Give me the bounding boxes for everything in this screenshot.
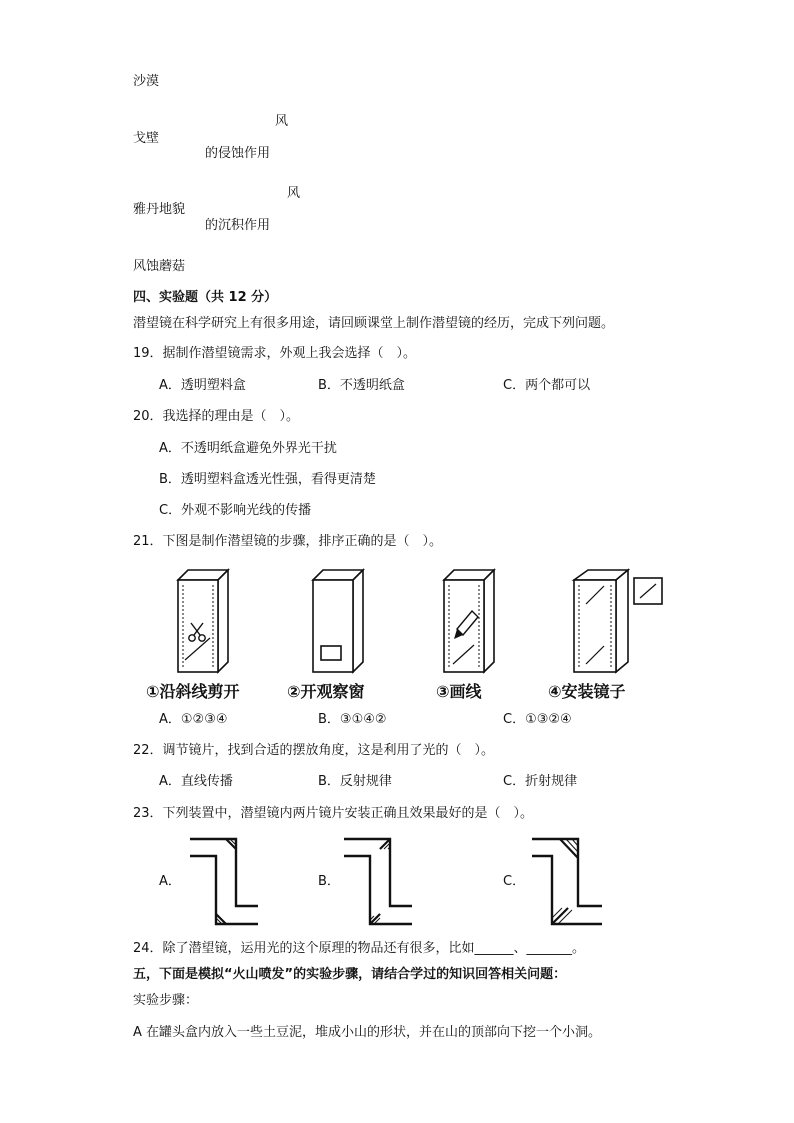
question-stem: 19．据制作潜望镜需求，外观上我会选择（ ）。 (133, 346, 417, 361)
periscope-step1-figure (170, 568, 230, 674)
section-heading: 四、实验题（共 12 分） (133, 290, 278, 305)
option-c[interactable]: C． (503, 874, 526, 889)
periscope-step4-figure (568, 568, 668, 674)
matching-right-top: 风 (275, 114, 289, 129)
step-a-text: A 在罐头盒内放入一些土豆泥，堆成小山的形状，并在山的顶部向下挖一个小洞。 (133, 1025, 602, 1040)
option-b[interactable]: B．反射规律 (318, 774, 392, 789)
section-heading: 五，下面是模拟“火山喷发”的实验步骤，请结合学过的知识回答相关问题： (133, 967, 567, 982)
question-stem: 21．下图是制作潜望镜的步骤，排序正确的是（ ）。 (133, 534, 443, 549)
periscope-step2-figure (305, 568, 365, 674)
question-stem: 20．我选择的理由是（ ）。 (133, 409, 300, 424)
option-b[interactable]: B． (318, 874, 340, 889)
option-b[interactable]: B．③①④② (318, 712, 387, 727)
option-a[interactable]: A．①②③④ (159, 712, 228, 727)
periscope-diagram-c (532, 836, 604, 931)
matching-right-bottom: 的沉积作用 (205, 218, 271, 233)
question-stem: 22．调节镜片，找到合适的摆放角度，这是利用了光的（ ）。 (133, 743, 495, 758)
option-b[interactable]: B．透明塑料盒透光性强，看得更清楚 (159, 472, 376, 487)
matching-left-item: 雅丹地貌 (133, 202, 186, 217)
periscope-diagram-a (190, 836, 260, 931)
periscope-step3-figure (436, 568, 498, 674)
matching-right-bottom: 的侵蚀作用 (205, 146, 271, 161)
matching-left-item: 沙漠 (133, 74, 160, 89)
option-a[interactable]: A．透明塑料盒 (159, 378, 246, 393)
steps-label: 实验步骤： (133, 993, 199, 1008)
option-c[interactable]: C．外观不影响光线的传播 (159, 503, 312, 518)
matching-left-item: 戈壁 (133, 131, 160, 146)
option-b[interactable]: B．不透明纸盒 (318, 378, 405, 393)
option-a[interactable]: A． (159, 874, 181, 889)
step-caption: ③画线 (436, 682, 482, 701)
step-caption: ②开观察窗 (287, 682, 365, 701)
option-c[interactable]: C．折射规律 (503, 774, 578, 789)
option-c[interactable]: C．两个都可以 (503, 378, 591, 393)
option-a[interactable]: A．直线传播 (159, 774, 233, 789)
matching-left-item: 风蚀蘑菇 (133, 259, 186, 274)
question-stem: 24．除了潜望镜，运用光的这个原理的物品还有很多，比如______、_______。 (133, 941, 586, 956)
step-caption: ①沿斜线剪开 (146, 682, 240, 701)
periscope-diagram-b (344, 836, 414, 931)
option-c[interactable]: C．①③②④ (503, 712, 572, 727)
question-stem: 23．下列装置中，潜望镜内两片镜片安装正确且效果最好的是（ ）。 (133, 806, 534, 821)
mirror-icon (634, 578, 662, 604)
matching-right-top: 风 (287, 186, 301, 201)
option-a[interactable]: A．不透明纸盒避免外界光干扰 (159, 441, 337, 456)
section-intro: 潜望镜在科学研究上有很多用途，请回顾课堂上制作潜望镜的经历，完成下列问题。 (133, 316, 615, 331)
step-caption: ④安装镜子 (548, 682, 626, 701)
